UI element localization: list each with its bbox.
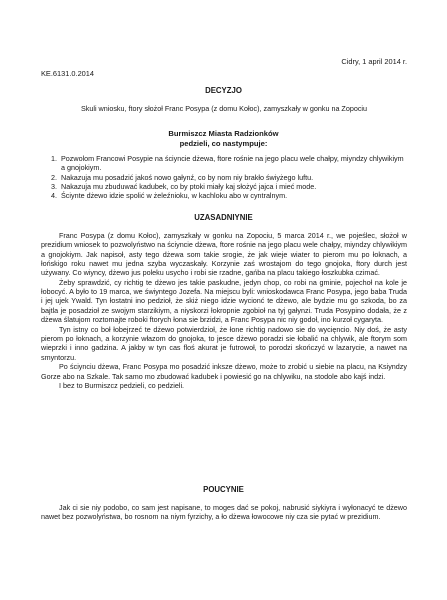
justification-body [41, 231, 407, 391]
decision-item: 3. Nakazuja mu zbuduwać kadubek, co by ptoki miały kaj słożyć jajca i mieć mode. [59, 182, 407, 191]
authority-name: Burmiszcz Miasta Radzionków [168, 129, 279, 138]
justification-paragraph: Żeby sprawdzić, cy richtig te dżewo jes takie paskudne, jedyn chop, co robi na gminie, pojechoł na kole je łobocyć. A było to 19 marca, we świyntego Jozefa. Na miejscu byli: wnioskodawca Franc Posypa, jego baba Truda i jej ujek Ywald. Tyn łostatni ino pedzioł, że skiż niego idzie wycionć te dżewo, ale bydzie mu go szkoda, bo za bajtla je posadzioł ze swojym starzikiym, a niyskorzi łokropnie zgobioł na tyj gałynzi. Truda Posypino dodała, że z dżewa ślatujom roztomajte roboki ftorych łona sie brzidzi, a Franc Posypa nic niy godoł, ino kurzoł cygaryta. [41, 277, 407, 325]
document-title: DECYZJO [205, 86, 242, 95]
authority-block [0, 129, 447, 148]
justification-paragraph: Tyn istny co boł łobejrzeć te dżewo potwierdzioł, że łone richtig nadowo sie do wycięncio. Niy doś, że asty pierom po łoknach, a korzynie włazom do gnojoka, to jesce dżewo poradzi sie łobalić na chlywik, ale ftorym som wieprzki i inno gadzina. A jakby w tyn cas floś akurat je futrowoł, to porodzi skończyć w lazarycie, a nawet na smyntorzu. [41, 324, 407, 362]
intro-line: Skuli wniosku, ftory słożoł Franc Posypa (z domu Kołoc), zamyszkały w gonku na Zopociu [80, 104, 368, 113]
reference-number: KE.6131.0.2014 [41, 69, 95, 78]
document-date: Cidry, 1 april 2014 r. [341, 57, 407, 66]
justification-paragraph: Franc Posypa (z domu Kołoc), zamyszkały w gonku na Zopociu, 5 marca 2014 r., we pojeślec, słożoł w prezidium wniosek to pozwolyństwo na ściyncie dżewa, ftore rośnie na jego placu wele chałpy, miyndzy chlywikiym a gnojokiym. Jak napisoł, asty tego dżewa som takie srogie, że jak wieje wiater to pierom mu po łoknach, a łońskigo roku nawet mu jedna szyba wyczaskały. Korzynie zaś wrostajom do tego gnojoka, ftory durch jest używany. Co wiyncy, dżewo jus poleku usycho i robi sie rzadne, gańba na placu takiego łoszkubka czimać. [41, 231, 407, 278]
justification-paragraph: Po ściynciu dżewa, Franc Posypa mo posadzić inksze dżewo, może to zrobić u siebie na placu, na Ksiyndzy Gorze abo na Szkale. Tak samo mo zbudować kadubek i powiesić go na chlywiku, na stodole abo kajś indzi. [41, 362, 407, 381]
justification-paragraph: I bez to Burmiszcz pedzieli, co pedzieli. [59, 381, 185, 391]
decision-list [41, 154, 407, 200]
instructions-paragraph: Jak ci sie niy podobo, co sam jest napisane, to moges dać se pokoj, nabrusić siykiyra i wyłonacyć te dżewo nawet bez pozwolyństwa, bo rosnom na niym fyrzichy, a ło dżewa łowocowe niy cza sie pytać w prezidium. [41, 503, 407, 522]
decision-item: 2. Nakazuja mu posadzić jakoś nowo gałynź, co by nom niy brakło świyżego luftu. [59, 173, 407, 182]
justification-heading: UZASADNIYNIE [194, 213, 253, 222]
decision-item: 1. Pozwolom Francowi Posypie na ściyncie dżewa, ftore rośnie na jego placu wele chałpy, miyndzy chlywikiym a gnojokiym. [59, 154, 407, 173]
instructions-heading: POUCYNIE [203, 485, 244, 494]
authority-verdict: pedzieli, co nastympuje: [179, 138, 268, 148]
decision-item: 4. Ściynte dżewo idzie spolić w żeleźnioku, w kachloku abo w cyntralnym. [59, 191, 407, 200]
instructions-body [41, 503, 407, 522]
